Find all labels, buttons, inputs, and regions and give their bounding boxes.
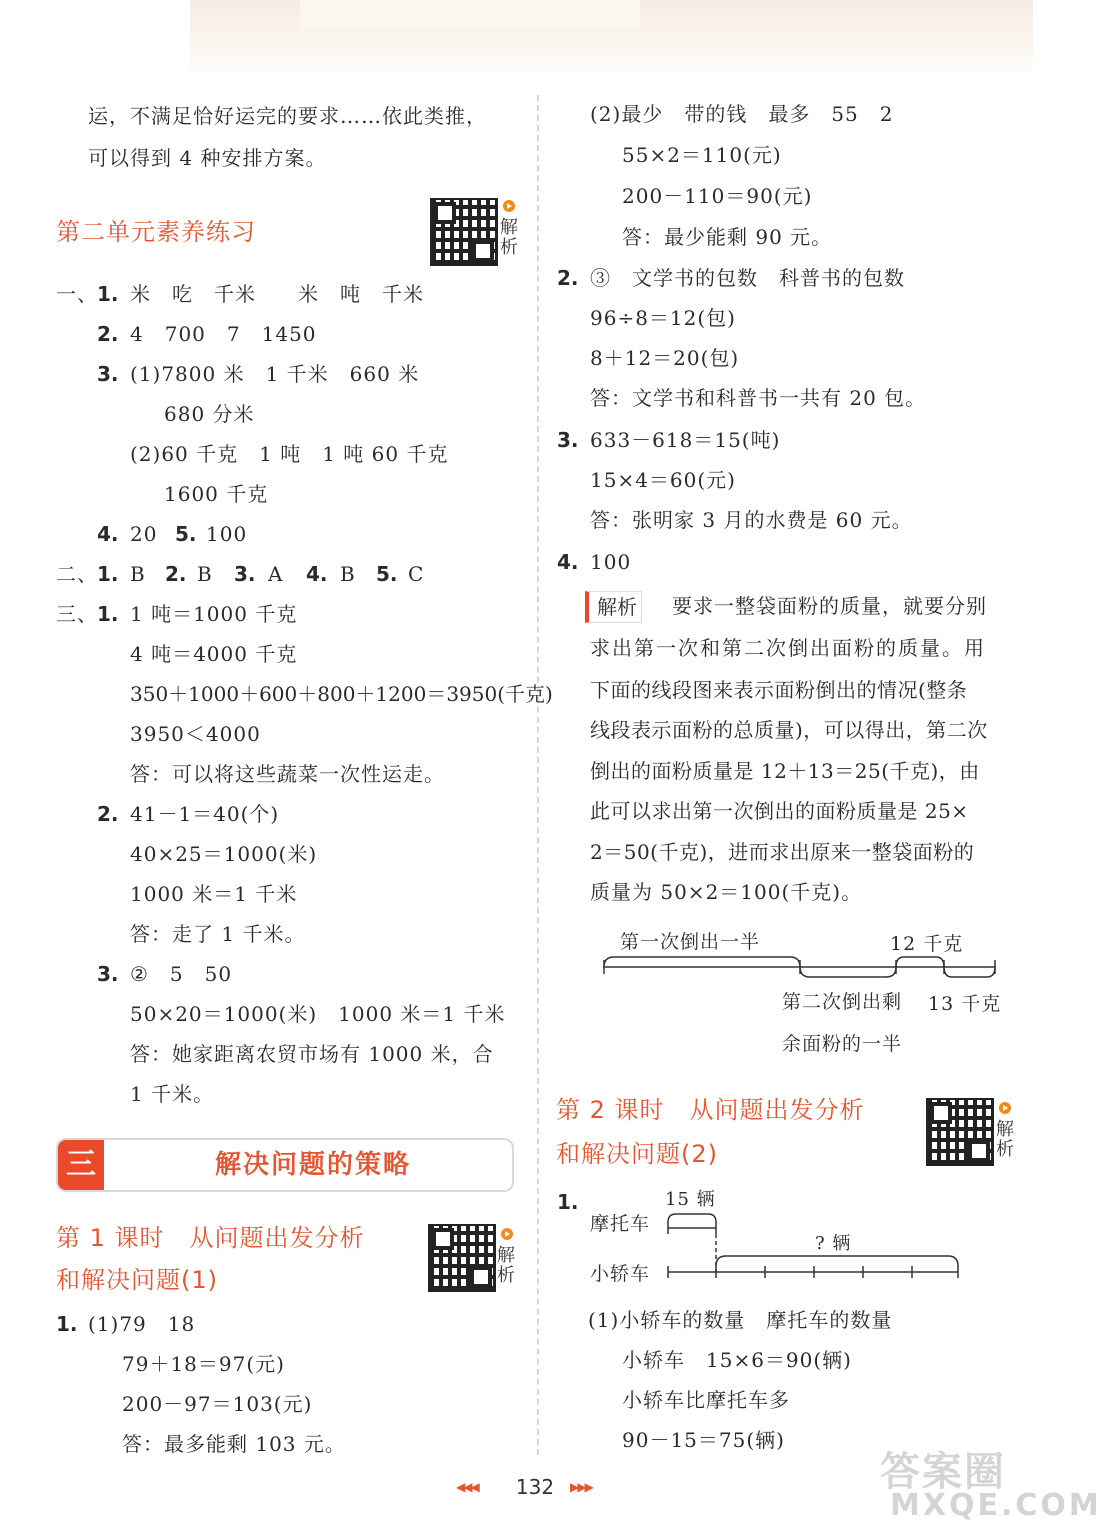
analysis-line: 下面的线段图来表示面粉倒出的情况(整条 xyxy=(590,678,968,702)
analysis-line: 此可以求出第一次倒出的面粉质量是 25× xyxy=(590,799,969,823)
r-q4-number: 4. xyxy=(557,550,579,574)
r-q2-line: 8＋12＝20(包) xyxy=(590,346,740,370)
r-q3-line: 15×4＝60(元) xyxy=(590,468,736,492)
section-2-label: 二、 xyxy=(56,562,98,586)
play-icon xyxy=(999,1102,1011,1114)
l1-q1-line: 200－97＝103(元) xyxy=(122,1392,313,1416)
s3-q2-line: 41－1＝40(个) xyxy=(130,802,280,826)
analysis-line: 质量为 50×2＝100(千克)。 xyxy=(590,880,863,904)
page-top-band-highlight xyxy=(300,0,640,30)
diagram2-moto-label: 摩托车 xyxy=(590,1213,651,1235)
qr-code-unit2[interactable] xyxy=(430,198,498,266)
s2-q4-number: 4. xyxy=(306,562,328,586)
watermark-top: 答案圈 xyxy=(880,1449,1006,1495)
r-q2-number: 2. xyxy=(557,266,579,290)
s3-q1-number: 1. xyxy=(97,602,119,626)
s1-q1-number: 1. xyxy=(97,282,119,306)
analysis-line: 求出第一次和第二次倒出面粉的质量。用 xyxy=(590,636,986,660)
moto-brace xyxy=(668,1214,716,1222)
s1-q2-number: 2. xyxy=(97,322,119,346)
diagram1-12kg-label: 12 千克 xyxy=(890,933,964,955)
s3-q2-line: 40×25＝1000(米) xyxy=(130,842,318,866)
lesson-2-title-line-2: 和解决问题(2) xyxy=(556,1140,718,1168)
l1-q1-line: (1)79 18 xyxy=(88,1312,196,1336)
s2-q2-number: 2. xyxy=(165,562,187,586)
r-q1b-line: 55×2＝110(元) xyxy=(622,143,782,167)
r-q3-number: 3. xyxy=(557,428,579,452)
analysis-line: 线段表示面粉的总质量)，可以得出，第二次 xyxy=(590,718,988,742)
l2-q1-line: 90－15＝75(辆) xyxy=(622,1428,785,1452)
s1-q3-answer-b: 680 分米 xyxy=(164,402,255,426)
next-arrows-icon: ▶▶▶ xyxy=(570,1480,592,1494)
analysis-line: 要求一整袋面粉的质量，就要分别 xyxy=(672,594,987,618)
lesson-1-title-line-2: 和解决问题(1) xyxy=(56,1266,218,1294)
unit-practice-title: 第二单元素养练习 xyxy=(56,218,256,246)
s3-q3-line: 答：她家距离农贸市场有 1000 米，合 xyxy=(130,1042,494,1066)
s3-q2-line: 答：走了 1 千米。 xyxy=(130,922,306,946)
s1-q5-number: 5. xyxy=(175,522,197,546)
prev-arrows-icon: ◀◀◀ xyxy=(456,1480,478,1494)
chapter-banner xyxy=(56,1138,514,1192)
l2-q1-line: (1)小轿车的数量 摩托车的数量 xyxy=(588,1308,893,1332)
s3-q2-number: 2. xyxy=(97,802,119,826)
second-pour-brace xyxy=(800,967,896,977)
s1-q3-answer-d: 1600 千克 xyxy=(164,482,269,506)
diagram1-13kg-label: 13 千克 xyxy=(928,993,1002,1015)
s1-q2-answer: 4 700 7 1450 xyxy=(130,322,317,346)
s2-q3-answer: A xyxy=(268,562,284,586)
r-q2-line: 答：文学书和科普书一共有 20 包。 xyxy=(590,386,927,410)
watermark xyxy=(880,1440,1102,1530)
s1-q3-answer-c: (2)60 千克 1 吨 1 吨 60 千克 xyxy=(130,442,449,466)
r-q1b-line: (2)最少 带的钱 最多 55 2 xyxy=(590,102,894,126)
s1-q4-answer: 20 xyxy=(130,522,158,546)
s2-q1-answer: B xyxy=(130,562,146,586)
section-3-label: 三、 xyxy=(56,602,98,626)
r-q1b-line: 答：最少能剩 90 元。 xyxy=(622,225,833,249)
s2-q5-number: 5. xyxy=(376,562,398,586)
l1-q1-line: 答：最多能剩 103 元。 xyxy=(122,1432,346,1456)
analysis-line: 2＝50(千克)，进而求出原来一整袋面粉的 xyxy=(590,840,975,864)
play-icon xyxy=(501,1228,513,1240)
diagram2-car-label: 小轿车 xyxy=(590,1263,651,1285)
qr-code-lesson2[interactable] xyxy=(926,1098,994,1166)
watermark-bottom: MXQE.COM xyxy=(890,1488,1102,1523)
s3-q3-number: 3. xyxy=(97,962,119,986)
r-q3-line: 答：张明家 3 月的水费是 60 元。 xyxy=(590,508,913,532)
s2-q1-number: 1. xyxy=(97,562,119,586)
lesson-2-title-line-1: 第 2 课时 从问题出发分析 xyxy=(556,1096,865,1124)
qr-label: 解析 xyxy=(497,1245,515,1286)
l2-q1-number: 1. xyxy=(557,1190,579,1214)
l2-q1-line: 小轿车比摩托车多 xyxy=(622,1388,790,1412)
s2-q5-answer: C xyxy=(408,562,425,586)
intro-line-2: 可以得到 4 种安排方案。 xyxy=(88,146,327,170)
play-icon xyxy=(503,200,515,212)
s3-q2-line: 1000 米＝1 千米 xyxy=(130,882,298,906)
column-divider xyxy=(537,95,539,1455)
s1-q4-number: 4. xyxy=(97,522,119,546)
r-q4-answer: 100 xyxy=(590,550,632,574)
s3-q3-line: 50×20＝1000(米) 1000 米＝1 千米 xyxy=(130,1002,506,1026)
kg13-brace xyxy=(944,967,995,977)
s1-q1-answer: 米 吃 千米 米 吨 千米 xyxy=(130,282,424,306)
s2-q4-answer: B xyxy=(340,562,356,586)
page-number: 132 xyxy=(515,1475,555,1499)
r-q3-line: 633－618＝15(吨) xyxy=(590,428,781,452)
analysis-line: 倒出的面粉质量是 12＋13＝25(千克)，由 xyxy=(590,759,980,783)
s2-q2-answer: B xyxy=(197,562,213,586)
lesson-1-title-line-1: 第 1 课时 从问题出发分析 xyxy=(56,1224,365,1252)
section-1-label: 一、 xyxy=(56,282,98,306)
kg12-brace xyxy=(896,957,944,967)
l2-q1-line: 小轿车 15×6＝90(辆) xyxy=(622,1348,852,1372)
chapter-title: 解决问题的策略 xyxy=(214,1150,411,1180)
r-q2-line: ③ 文学书的包数 科普书的包数 xyxy=(590,266,905,290)
s3-q1-line: 350＋1000＋600＋800＋1200＝3950(千克) xyxy=(130,682,553,706)
s3-q3-line: 1 千米。 xyxy=(130,1082,215,1106)
analysis-tag: 解析 xyxy=(585,591,642,623)
s1-q3-number: 3. xyxy=(97,362,119,386)
diagram1-first-label: 第一次倒出一半 xyxy=(620,931,761,953)
first-half-brace xyxy=(604,957,800,967)
s3-q1-line: 1 吨＝1000 千克 xyxy=(130,602,298,626)
qr-code-lesson1[interactable] xyxy=(428,1224,496,1292)
l1-q1-line: 79＋18＝97(元) xyxy=(122,1352,285,1376)
s3-q1-line: 4 吨＝4000 千克 xyxy=(130,642,298,666)
qr-label: 解析 xyxy=(996,1119,1014,1160)
r-q1b-line: 200－110＝90(元) xyxy=(622,184,813,208)
s3-q3-line: ② 5 50 xyxy=(130,962,233,986)
diagram1-half-label: 余面粉的一半 xyxy=(782,1033,903,1055)
s1-q5-answer: 100 xyxy=(206,522,248,546)
qr-label: 解析 xyxy=(500,217,518,258)
s1-q3-answer-a: (1)7800 米 1 千米 660 米 xyxy=(130,362,420,386)
diagram2-15-label: 15 辆 xyxy=(665,1189,716,1210)
chapter-number: 三 xyxy=(58,1140,104,1190)
s3-q1-line: 3950＜4000 xyxy=(130,722,261,746)
intro-line-1: 运，不满足恰好运完的要求……依此类推， xyxy=(88,104,487,128)
r-q2-line: 96÷8＝12(包) xyxy=(590,306,736,330)
s2-q3-number: 3. xyxy=(234,562,256,586)
diagram1-second-label: 第二次倒出剩 xyxy=(782,991,903,1013)
l1-q1-number: 1. xyxy=(56,1312,78,1336)
s3-q1-line: 答：可以将这些蔬菜一次性运走。 xyxy=(130,762,445,786)
diagram2-question-label: ? 辆 xyxy=(815,1233,852,1254)
